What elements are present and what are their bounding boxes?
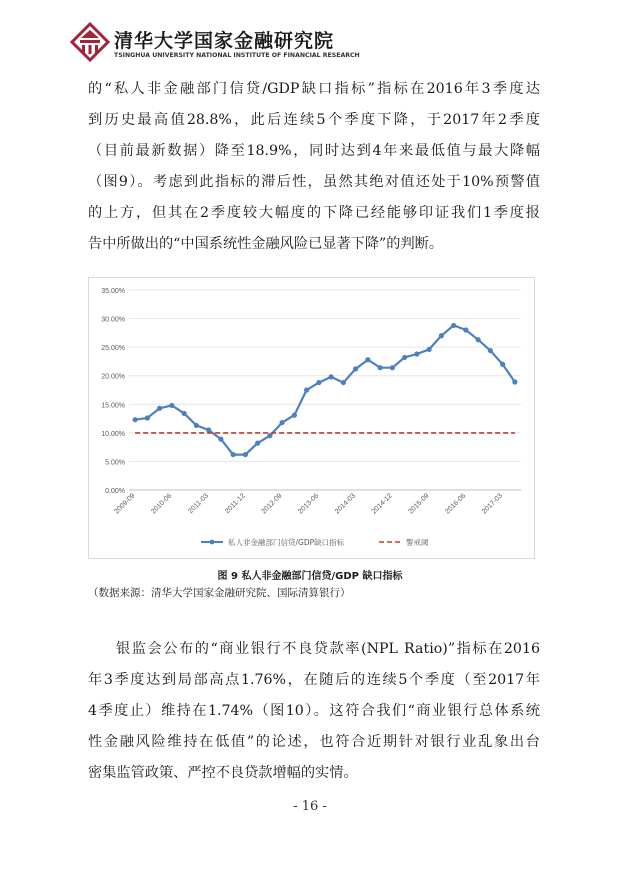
x-tick-label: 2013-06 [297,492,321,516]
data-point [488,348,493,353]
data-point [231,452,236,457]
data-point [329,374,334,379]
y-tick-label: 20.00% [101,373,125,381]
figure-caption: 图 9 私人非金融部门信贷/GDP 缺口指标 [217,571,403,582]
institution-name-en: TSINGHUA UNIVERSITY NATIONAL INSTITUTE OF FINANCIAL RESEARCH [114,52,360,59]
data-point [280,420,285,425]
data-point [500,362,505,367]
paragraph-line: 的“私人非金融部门信贷/GDP缺口指标”指标在2016年3季度达 [88,81,540,97]
x-tick-label: 2011-12 [224,492,247,516]
legend-marker [210,540,215,545]
paragraph-2 [88,634,540,789]
legend-label: 私人非金融部门信贷/GDP缺口指标 [228,538,345,547]
data-point [218,437,223,442]
paragraph-line: 密集监管政策、严控不良贷款增幅的实情。 [88,765,358,781]
data-point [255,441,260,446]
chart-figure-9 [88,277,535,559]
y-tick-label: 10.00% [101,430,125,438]
data-point [390,365,395,370]
page-number: - 16 - [293,799,327,814]
x-tick-label: 2009-09 [113,492,137,516]
y-tick-label: 25.00% [101,345,125,353]
x-tick-label: 2011-03 [187,492,211,516]
institution-name-cn: 清华大学国家金融研究院 [114,30,335,52]
paragraph-line: 告中所做出的“中国系统性金融风险已显著下降”的判断。 [88,236,444,252]
institution-header [70,22,370,70]
data-point [378,365,383,370]
data-point [476,337,481,342]
paragraph-line: 4季度止）维持在1.74%（图10）。这符合我们“商业银行总体系统 [88,703,540,719]
data-point [133,417,138,422]
data-point [206,427,211,432]
data-point [292,413,297,418]
x-tick-label: 2014-12 [370,492,394,516]
data-point [353,366,358,371]
x-tick-label: 2010-06 [150,492,174,516]
data-point [145,415,150,420]
y-tick-label: 0.00% [105,488,125,495]
paragraph-line: （目前最新数据）降至18.9%，同时达到4年来最低值与最大降幅 [88,143,540,159]
data-point [157,406,162,411]
paragraph-line: 年3季度达到局部高点1.76%，在随后的连续5个季度（至2017年 [88,672,540,688]
y-tick-label: 5.00% [105,459,125,467]
data-point [316,380,321,385]
x-tick-label: 2015-09 [407,492,431,516]
data-point [512,379,517,384]
paragraph-line: 的上方，但其在2季度较大幅度的下降已经能够印证我们1季度报 [88,205,540,221]
y-tick-label: 30.00% [101,316,125,324]
paragraph-line: （图9）。考虑到此指标的滞后性，虽然其绝对值还处于10%预警值 [88,174,540,190]
paragraph-line: 银监会公布的“商业银行不良贷款率(NPL Ratio)”指标在2016 [116,641,540,657]
institution-logo-icon [70,22,110,66]
data-point [427,347,432,352]
paragraph-line: 到历史最高值28.8%，此后连续5个季度下降，于2017年2季度 [88,112,540,128]
data-point [414,351,419,356]
x-tick-label: 2016-06 [444,492,468,516]
x-tick-label: 2012-09 [260,492,284,516]
y-tick-label: 35.00% [101,288,125,295]
data-point [243,452,248,457]
data-point [182,411,187,416]
paragraph-1 [88,74,540,260]
data-point [341,380,346,385]
data-point [169,403,174,408]
data-point [463,327,468,332]
x-tick-label: 2014-03 [333,492,358,516]
data-point [304,387,309,392]
paragraph-line: 性金融风险维持在低值”的论述，也符合近期针对银行业乱象出台 [88,734,540,750]
x-tick-label: 2017-03 [480,492,505,516]
data-point [267,433,272,438]
data-source-note: （数据来源：清华大学国家金融研究院、国际清算银行） [88,587,351,599]
series-line [135,325,515,454]
legend-label: 警戒阈 [406,538,429,547]
data-point [439,333,444,338]
data-point [194,423,199,428]
data-point [451,323,456,328]
line-chart [89,278,534,558]
data-point [402,355,407,360]
data-point [365,357,370,362]
y-tick-label: 15.00% [101,402,125,410]
